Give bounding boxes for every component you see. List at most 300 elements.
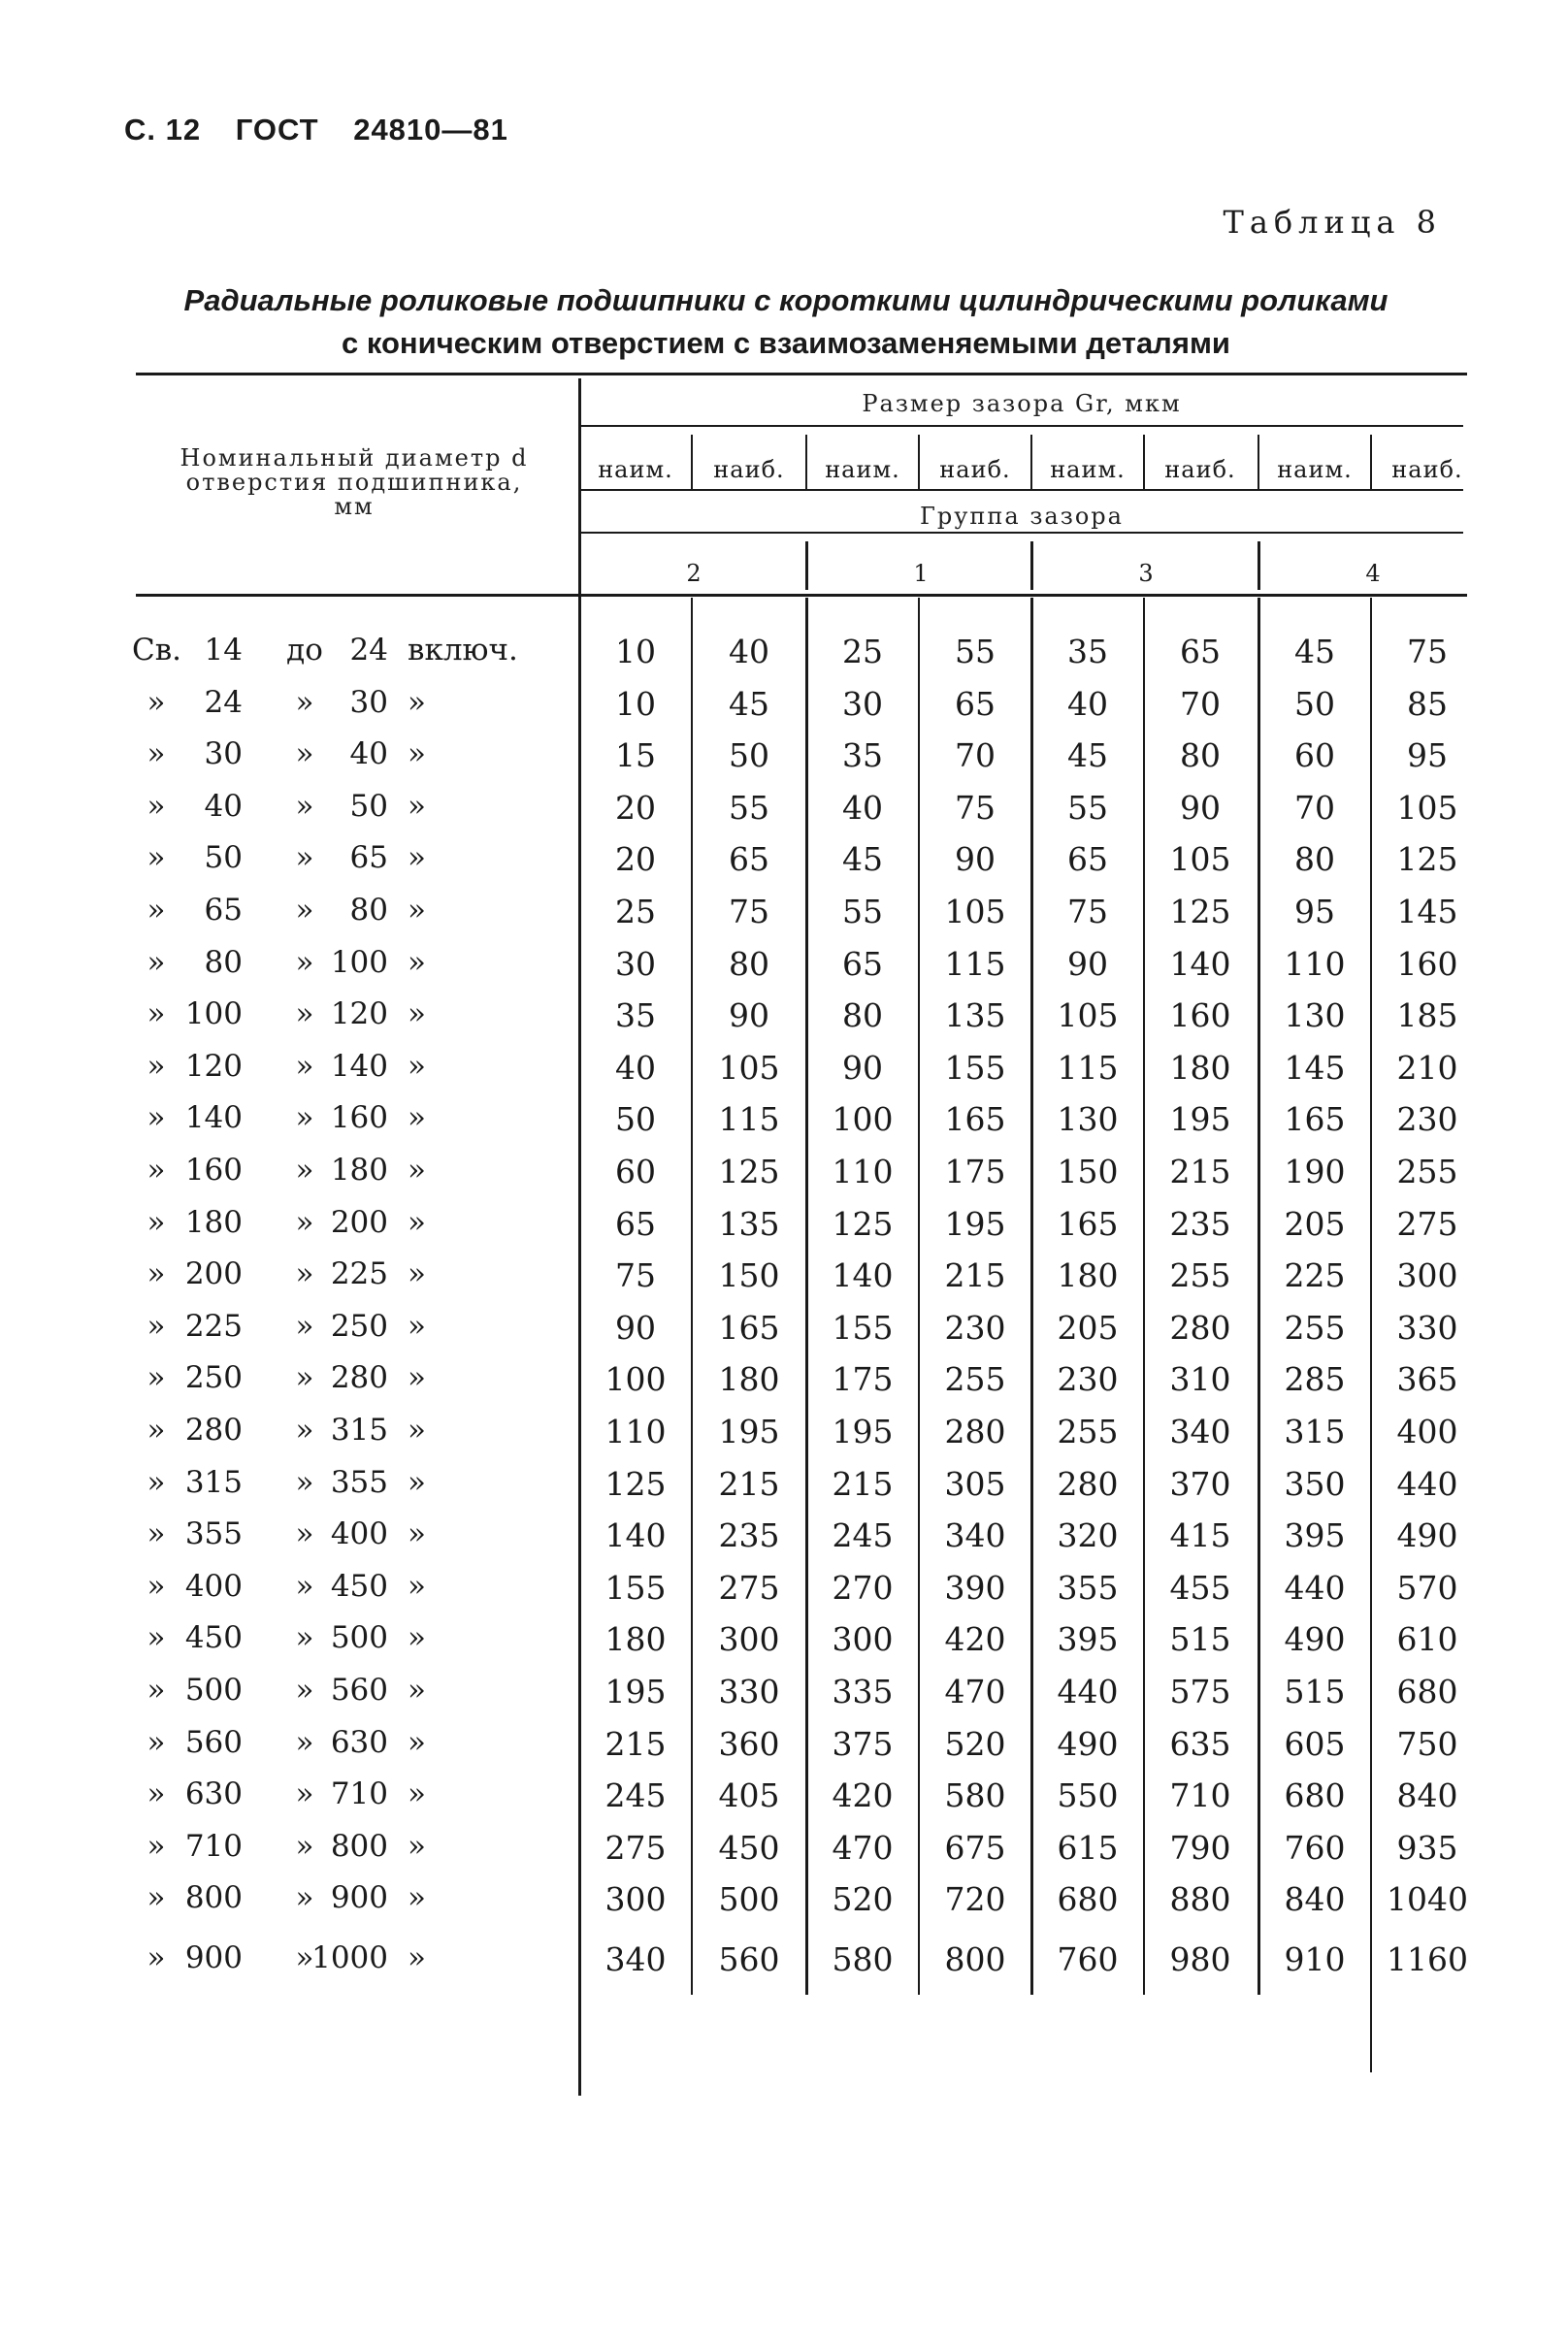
- row-suffix: »: [408, 736, 426, 772]
- table-cell: 80: [1180, 736, 1221, 775]
- table-cell: 255: [1057, 1413, 1119, 1450]
- table-row: [0, 1049, 1568, 1097]
- row-prefix: »: [147, 1568, 166, 1604]
- table-row: [0, 789, 1568, 837]
- table-row: [0, 1880, 1568, 1929]
- row-from: 80: [204, 944, 243, 980]
- table-row: [0, 1516, 1568, 1565]
- table-cell: 420: [944, 1620, 1006, 1659]
- rule-minmax: [580, 489, 1463, 491]
- table-cell: 20: [615, 788, 656, 827]
- row-connector: »: [295, 788, 314, 824]
- table-cell: 90: [615, 1308, 656, 1347]
- rule-header-bottom: [136, 594, 1467, 597]
- table-cell: 500: [718, 1880, 780, 1919]
- row-from: 450: [184, 1620, 243, 1656]
- row-suffix: »: [408, 1673, 426, 1708]
- table-cell: 570: [1396, 1568, 1458, 1607]
- row-suffix: »: [408, 840, 426, 876]
- table-cell: 420: [832, 1776, 894, 1815]
- table-cell: 155: [944, 1048, 1006, 1087]
- row-from: 100: [184, 996, 243, 1032]
- table-cell: 100: [604, 1360, 667, 1399]
- table-cell: 205: [1057, 1308, 1119, 1347]
- table-row: [0, 945, 1568, 993]
- row-connector: »: [295, 1880, 314, 1916]
- table-cell: 105: [944, 893, 1006, 930]
- table-cell: 680: [1057, 1880, 1119, 1919]
- table-cell: 280: [1169, 1308, 1231, 1347]
- table-cell: 215: [944, 1256, 1006, 1295]
- row-connector: »: [295, 893, 314, 928]
- table-title-line-2: с коническим отверстием с взаимозаменяемыми деталями: [342, 326, 1230, 360]
- table-cell: 145: [1396, 893, 1458, 930]
- table-cell: 415: [1169, 1516, 1231, 1555]
- table-cell: 215: [832, 1464, 894, 1503]
- table-cell: 330: [1396, 1308, 1458, 1347]
- table-row: [0, 1829, 1568, 1877]
- table-cell: 95: [1294, 893, 1335, 930]
- table-cell: 185: [1396, 996, 1458, 1035]
- table-cell: 190: [1284, 1153, 1346, 1190]
- row-to: 225: [330, 1256, 388, 1292]
- table-cell: 60: [615, 1153, 656, 1190]
- row-to: 400: [330, 1516, 388, 1552]
- table-cell: 440: [1396, 1464, 1458, 1503]
- table-cell: 45: [1294, 633, 1335, 670]
- table-cell: 790: [1169, 1828, 1231, 1867]
- table-cell: 980: [1169, 1940, 1231, 1978]
- row-to: 900: [330, 1880, 388, 1916]
- group-label: 4: [1365, 560, 1381, 587]
- table-cell: 275: [604, 1828, 667, 1867]
- group-label: 1: [913, 560, 929, 587]
- table-cell: 255: [1169, 1256, 1231, 1295]
- table-cell: 65: [955, 684, 996, 723]
- table-cell: 355: [1057, 1568, 1119, 1607]
- row-connector: »: [295, 1256, 314, 1292]
- table-cell: 520: [944, 1724, 1006, 1763]
- table-cell: 230: [944, 1308, 1006, 1347]
- row-connector: »: [295, 1464, 314, 1500]
- table-row: [0, 1940, 1568, 1989]
- row-connector: »: [295, 1048, 314, 1084]
- max-label: наиб.: [1164, 456, 1236, 483]
- table-cell: 95: [1407, 736, 1448, 775]
- table-cell: 180: [1169, 1048, 1231, 1087]
- min-label: наим.: [1050, 456, 1126, 483]
- rule-clearance-header: [580, 425, 1463, 427]
- row-to: 120: [330, 996, 388, 1032]
- table-cell: 370: [1169, 1464, 1231, 1503]
- table-cell: 90: [842, 1048, 883, 1087]
- table-cell: 90: [955, 840, 996, 879]
- table-cell: 105: [1057, 996, 1119, 1035]
- table-cell: 35: [842, 736, 883, 775]
- table-cell: 10: [615, 633, 656, 670]
- table-cell: 110: [604, 1413, 667, 1450]
- table-cell: 255: [1396, 1153, 1458, 1190]
- table-cell: 230: [1396, 1100, 1458, 1139]
- table-row: [0, 1569, 1568, 1617]
- table-cell: 45: [842, 840, 883, 879]
- row-connector: »: [295, 1308, 314, 1344]
- row-connector: »: [295, 996, 314, 1032]
- row-suffix: »: [408, 1880, 426, 1916]
- table-cell: 935: [1396, 1828, 1458, 1867]
- table-cell: 300: [718, 1620, 780, 1659]
- row-connector: »: [295, 944, 314, 980]
- row-connector: »: [295, 1673, 314, 1708]
- table-cell: 105: [718, 1048, 780, 1087]
- table-cell: 235: [718, 1516, 780, 1555]
- table-cell: 350: [1284, 1464, 1346, 1503]
- table-cell: 130: [1284, 996, 1346, 1035]
- table-cell: 340: [944, 1516, 1006, 1555]
- page-header: [124, 113, 534, 147]
- row-prefix: »: [147, 1620, 166, 1656]
- row-suffix: »: [408, 944, 426, 980]
- table-cell: 165: [1284, 1100, 1346, 1139]
- row-connector: »: [295, 1940, 314, 1975]
- row-prefix: »: [147, 1100, 166, 1136]
- table-cell: 110: [1284, 944, 1346, 983]
- row-from: 315: [184, 1464, 243, 1500]
- row-prefix: »: [147, 1724, 166, 1760]
- row-from: 355: [184, 1516, 243, 1552]
- table-cell: 30: [842, 684, 883, 723]
- table-cell: 560: [718, 1940, 780, 1978]
- row-suffix: »: [408, 1360, 426, 1396]
- row-from: 250: [184, 1360, 243, 1396]
- table-cell: 10: [615, 684, 656, 723]
- row-to: 1000: [311, 1940, 388, 1975]
- table-cell: 275: [1396, 1204, 1458, 1243]
- table-cell: 245: [604, 1776, 667, 1815]
- table-cell: 115: [944, 944, 1006, 983]
- row-to: 200: [330, 1204, 388, 1240]
- row-to: 315: [330, 1413, 388, 1448]
- table-cell: 125: [1396, 840, 1458, 879]
- row-connector: »: [295, 1100, 314, 1136]
- row-to: 450: [330, 1568, 388, 1604]
- row-prefix: »: [147, 944, 166, 980]
- table-cell: 515: [1284, 1673, 1346, 1710]
- row-connector: »: [295, 1516, 314, 1552]
- row-from: 280: [184, 1413, 243, 1448]
- clearance-header: Размер зазора Gr, мкм: [862, 390, 1182, 417]
- table-cell: 255: [1284, 1308, 1346, 1347]
- table-row: [0, 1309, 1568, 1357]
- table-cell: 400: [1396, 1413, 1458, 1450]
- table-row: [0, 840, 1568, 889]
- table-cell: 100: [832, 1100, 894, 1139]
- table-cell: 125: [604, 1464, 667, 1503]
- table-cell: 35: [1067, 633, 1108, 670]
- table-cell: 65: [729, 840, 769, 879]
- row-suffix: »: [408, 996, 426, 1032]
- row-to: 710: [330, 1776, 388, 1812]
- row-prefix: »: [147, 1413, 166, 1448]
- table-cell: 215: [718, 1464, 780, 1503]
- table-cell: 710: [1169, 1776, 1231, 1815]
- table-cell: 105: [1396, 788, 1458, 827]
- table-cell: 230: [1057, 1360, 1119, 1399]
- table-cell: 55: [1067, 788, 1108, 827]
- table-cell: 135: [718, 1204, 780, 1243]
- table-cell: 140: [604, 1516, 667, 1555]
- table-cell: 125: [832, 1204, 894, 1243]
- table-cell: 580: [944, 1776, 1006, 1815]
- table-row: [0, 1256, 1568, 1305]
- table-cell: 550: [1057, 1776, 1119, 1815]
- table-cell: 235: [1169, 1204, 1231, 1243]
- table-cell: 155: [604, 1568, 667, 1607]
- row-from: 120: [184, 1048, 243, 1084]
- row-to: 160: [330, 1100, 388, 1136]
- table-cell: 180: [604, 1620, 667, 1659]
- table-cell: 55: [955, 633, 996, 670]
- table-cell: 520: [832, 1880, 894, 1919]
- row-suffix: »: [408, 893, 426, 928]
- row-suffix: »: [408, 788, 426, 824]
- row-suffix: »: [408, 1516, 426, 1552]
- row-to: 50: [349, 788, 388, 824]
- table-cell: 315: [1284, 1413, 1346, 1450]
- table-row: [0, 1725, 1568, 1774]
- row-to: 24: [349, 633, 388, 668]
- group-header: Группа зазора: [920, 503, 1124, 530]
- table-cell: 340: [1169, 1413, 1231, 1450]
- table-row: [0, 1465, 1568, 1514]
- row-prefix: Св.: [132, 633, 182, 668]
- rule-group-header: [580, 532, 1463, 534]
- table-cell: 65: [1180, 633, 1221, 670]
- table-title-line-1: Радиальные роликовые подшипники с короткими цилиндрическими роликами: [183, 283, 1388, 317]
- row-to: 140: [330, 1048, 388, 1084]
- table-cell: 470: [832, 1828, 894, 1867]
- table-cell: 255: [944, 1360, 1006, 1399]
- row-prefix: »: [147, 1828, 166, 1864]
- table-cell: 50: [729, 736, 769, 775]
- min-label: наим.: [598, 456, 673, 483]
- row-from: 24: [204, 684, 243, 720]
- page-number: С. 12: [124, 113, 202, 147]
- table-cell: 15: [615, 736, 656, 775]
- table-cell: 115: [1057, 1048, 1119, 1087]
- table-cell: 305: [944, 1464, 1006, 1503]
- table-cell: 375: [832, 1724, 894, 1763]
- row-from: 200: [184, 1256, 243, 1292]
- row-from: 225: [184, 1308, 243, 1344]
- table-cell: 195: [718, 1413, 780, 1450]
- table-cell: 340: [604, 1940, 667, 1978]
- table-cell: 45: [729, 684, 769, 723]
- table-cell: 365: [1396, 1360, 1458, 1399]
- table-cell: 180: [718, 1360, 780, 1399]
- table-cell: 910: [1284, 1940, 1346, 1978]
- table-cell: 675: [944, 1828, 1006, 1867]
- row-from: 40: [204, 788, 243, 824]
- table-cell: 135: [944, 996, 1006, 1035]
- table-cell: 800: [944, 1940, 1006, 1978]
- row-connector: »: [295, 1360, 314, 1396]
- table-cell: 65: [615, 1204, 656, 1243]
- row-prefix: »: [147, 1153, 166, 1188]
- row-prefix: »: [147, 1308, 166, 1344]
- table-cell: 75: [955, 788, 996, 827]
- row-from: 900: [184, 1940, 243, 1975]
- table-cell: 1040: [1387, 1880, 1468, 1919]
- table-cell: 75: [729, 893, 769, 930]
- table-cell: 360: [718, 1724, 780, 1763]
- row-connector: »: [295, 1724, 314, 1760]
- row-prefix: »: [147, 1464, 166, 1500]
- row-connector: »: [295, 1204, 314, 1240]
- table-cell: 225: [1284, 1256, 1346, 1295]
- table-cell: 195: [944, 1204, 1006, 1243]
- table-cell: 20: [615, 840, 656, 879]
- row-suffix: »: [408, 1828, 426, 1864]
- row-prefix: »: [147, 893, 166, 928]
- table-cell: 405: [718, 1776, 780, 1815]
- table-cell: 70: [1180, 684, 1221, 723]
- row-suffix: »: [408, 1100, 426, 1136]
- row-to: 250: [330, 1308, 388, 1344]
- table-cell: 25: [615, 893, 656, 930]
- row-connector: »: [295, 1153, 314, 1188]
- row-from: 630: [184, 1776, 243, 1812]
- table-cell: 215: [1169, 1153, 1231, 1190]
- row-prefix: »: [147, 996, 166, 1032]
- table-row: [0, 633, 1568, 681]
- table-cell: 490: [1284, 1620, 1346, 1659]
- row-connector: »: [295, 684, 314, 720]
- table-cell: 90: [1067, 944, 1108, 983]
- table-cell: 50: [1294, 684, 1335, 723]
- table-cell: 330: [718, 1673, 780, 1710]
- row-to: 500: [330, 1620, 388, 1656]
- row-to: 630: [330, 1724, 388, 1760]
- diameter-header-line-2: отверстия подшипника,: [185, 469, 523, 496]
- row-to: 355: [330, 1464, 388, 1500]
- row-connector: »: [295, 1568, 314, 1604]
- table-cell: 40: [1067, 684, 1108, 723]
- table-cell: 750: [1396, 1724, 1458, 1763]
- table-cell: 635: [1169, 1724, 1231, 1763]
- row-prefix: »: [147, 1256, 166, 1292]
- table-cell: 455: [1169, 1568, 1231, 1607]
- group-label: 3: [1138, 560, 1154, 587]
- table-cell: 470: [944, 1673, 1006, 1710]
- row-suffix: »: [408, 684, 426, 720]
- row-to: 100: [330, 944, 388, 980]
- table-cell: 615: [1057, 1828, 1119, 1867]
- table-cell: 760: [1057, 1940, 1119, 1978]
- row-from: 500: [184, 1673, 243, 1708]
- table-cell: 75: [1067, 893, 1108, 930]
- row-connector: »: [295, 1620, 314, 1656]
- table-cell: 195: [1169, 1100, 1231, 1139]
- diameter-header: [136, 446, 572, 519]
- row-from: 160: [184, 1153, 243, 1188]
- row-to: 180: [330, 1153, 388, 1188]
- table-cell: 50: [615, 1100, 656, 1139]
- row-from: 560: [184, 1724, 243, 1760]
- table-cell: 180: [1057, 1256, 1119, 1295]
- table-cell: 75: [1407, 633, 1448, 670]
- row-from: 30: [204, 736, 243, 772]
- row-suffix: »: [408, 1048, 426, 1084]
- row-to: 560: [330, 1673, 388, 1708]
- table-cell: 210: [1396, 1048, 1458, 1087]
- standard-number: 24810—81: [353, 113, 508, 147]
- row-connector: »: [295, 1776, 314, 1812]
- table-cell: 320: [1057, 1516, 1119, 1555]
- row-suffix: »: [408, 1568, 426, 1604]
- table-cell: 395: [1284, 1516, 1346, 1555]
- row-suffix: »: [408, 1620, 426, 1656]
- row-prefix: »: [147, 1360, 166, 1396]
- row-prefix: »: [147, 736, 166, 772]
- row-from: 710: [184, 1828, 243, 1864]
- row-prefix: »: [147, 840, 166, 876]
- min-label: наим.: [1277, 456, 1353, 483]
- min-label: наим.: [825, 456, 900, 483]
- table-row: [0, 1360, 1568, 1409]
- row-to: 80: [349, 893, 388, 928]
- row-from: 400: [184, 1568, 243, 1604]
- table-cell: 90: [1180, 788, 1221, 827]
- table-cell: 280: [944, 1413, 1006, 1450]
- table-cell: 760: [1284, 1828, 1346, 1867]
- table-cell: 195: [832, 1413, 894, 1450]
- row-suffix: »: [408, 1724, 426, 1760]
- table-cell: 840: [1284, 1880, 1346, 1919]
- table-row: [0, 996, 1568, 1045]
- row-suffix: »: [408, 1776, 426, 1812]
- table-cell: 85: [1407, 684, 1448, 723]
- table-cell: 115: [718, 1100, 780, 1139]
- row-from: 14: [204, 633, 243, 668]
- table-cell: 680: [1284, 1776, 1346, 1815]
- row-connector: »: [295, 1828, 314, 1864]
- table-cell: 205: [1284, 1204, 1346, 1243]
- table-row: [0, 1153, 1568, 1201]
- table-row: [0, 1620, 1568, 1669]
- row-to: 40: [349, 736, 388, 772]
- table-cell: 310: [1169, 1360, 1231, 1399]
- table-cell: 110: [832, 1153, 894, 1190]
- table-cell: 80: [729, 944, 769, 983]
- table-cell: 175: [832, 1360, 894, 1399]
- table-cell: 55: [842, 893, 883, 930]
- table-cell: 440: [1284, 1568, 1346, 1607]
- table-cell: 65: [842, 944, 883, 983]
- table-cell: 65: [1067, 840, 1108, 879]
- table-cell: 490: [1057, 1724, 1119, 1763]
- table-cell: 90: [729, 996, 769, 1035]
- row-to: 65: [349, 840, 388, 876]
- row-prefix: »: [147, 1776, 166, 1812]
- table-row: [0, 736, 1568, 785]
- table-cell: 610: [1396, 1620, 1458, 1659]
- table-cell: 680: [1396, 1673, 1458, 1710]
- table-cell: 575: [1169, 1673, 1231, 1710]
- row-from: 65: [204, 893, 243, 928]
- table-cell: 165: [1057, 1204, 1119, 1243]
- table-cell: 70: [955, 736, 996, 775]
